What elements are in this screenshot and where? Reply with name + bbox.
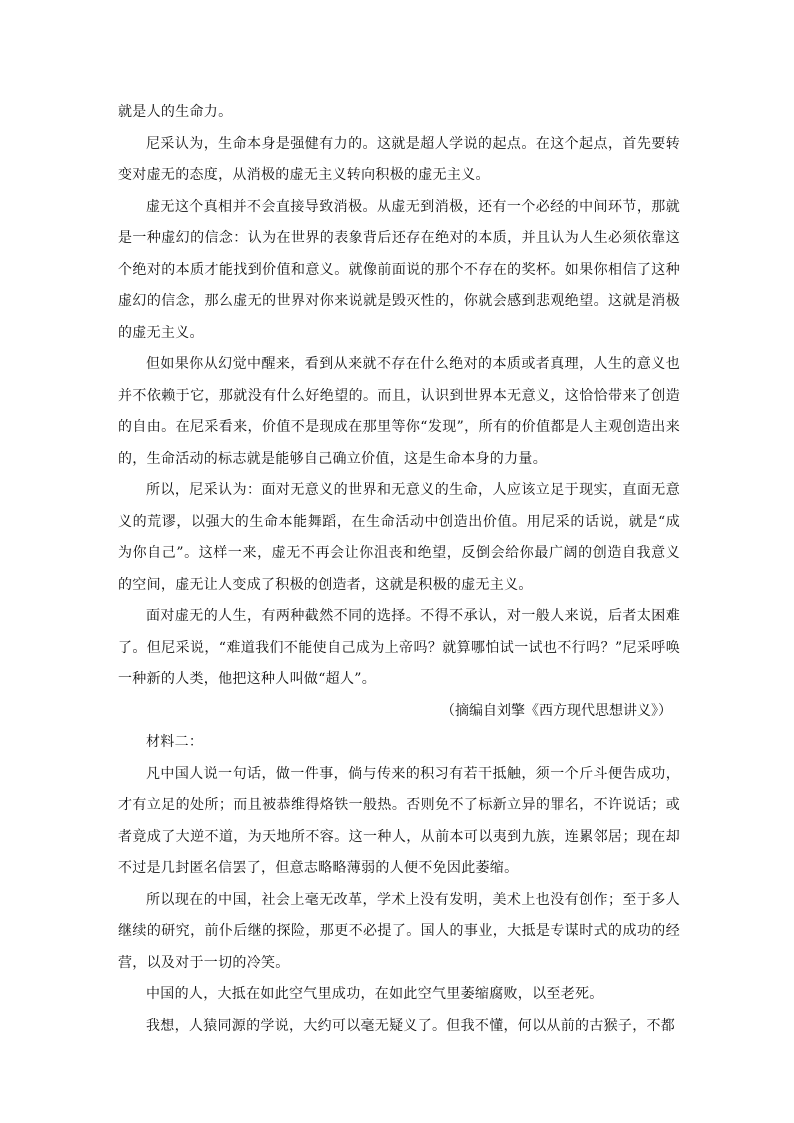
document-body	[118, 97, 680, 1042]
paragraph-2: 尼采认为，生命本身是强健有力的。这就是超人学说的起点。在这个起点，首先要转变对虚无的态度，从消极的虚无主义转向积极的虚无主义。	[118, 135, 680, 183]
material-2-heading: 材料二：	[146, 734, 204, 750]
paragraph-6: 面对虚无的人生，有两种截然不同的选择。不得不承认，对一般人来说，后者太困难了。但尼采说，“难道我们不能使自己成为上帝吗？就算哪怕试一试也不行吗？”尼采呼唤一种新的人类，他把这种人叫做“超人”。	[118, 608, 680, 687]
paragraph-5: 所以，尼采认为：面对无意义的世界和无意义的生命，人应该立足于现实，直面无意义的荒谬，以强大的生命本能舞蹈，在生命活动中创造出价值。用尼采的话说，就是“成为你自己”。这样一来，虚无不再会让你沮丧和绝望，反倒会给你最广阔的创造自我意义的空间，虚无让人变成了积极的创造者，这就是积极的虚无主义。	[118, 482, 680, 593]
paragraph-7: 凡中国人说一句话，做一件事，倘与传来的积习有若干抵触，须一个斤斗便告成功，才有立足的处所；而且被恭维得烙铁一般热。否则免不了标新立异的罪名，不许说话；或者竟成了大逆不道，为天地所不容。这一种人，从前本可以夷到九族，连累邻居；现在却不过是几封匿名信罢了，但意志略略薄弱的人便不免因此萎缩。	[118, 765, 680, 876]
paragraph-4: 但如果你从幻觉中醒来，看到从来就不存在什么绝对的本质或者真理，人生的意义也并不依赖于它，那就没有什么好绝望的。而且，认识到世界本无意义，这恰恰带来了创造的自由。在尼采看来，价值不是现成在那里等你“发现”，所有的价值都是人主观创造出来的，生命活动的标志就是能够自己确立价值，这是生命本身的力量。	[118, 356, 680, 467]
paragraph-9: 中国的人，大抵在如此空气里成功，在如此空气里萎缩腐败，以至老死。	[146, 986, 604, 1002]
source-citation: （摘编自刘擎《西方现代思想讲义》）	[441, 702, 672, 719]
paragraph-1: 就是人的生命力。	[118, 104, 233, 120]
paragraph-8: 所以现在的中国，社会上毫无改革，学术上没有发明，美术上也没有创作；至于多人继续的研究，前仆后继的探险，那更不必提了。国人的事业，大抵是专谋时式的成功的经营，以及对于一切的冷笑。	[118, 891, 680, 971]
paragraph-10: 我想，人猿同源的学说，大约可以毫无疑义了。但我不懂，何以从前的古猴子，不都	[146, 1017, 676, 1034]
paragraph-3: 虚无这个真相并不会直接导致消极。从虚无到消极，还有一个必经的中间环节，那就是一种虚幻的信念：认为在世界的表象背后还存在绝对的本质，并且认为人生必须依靠这个绝对的本质才能找到价值和意义。就像前面说的那个不存在的奖杯。如果你相信了这种虚幻的信念，那么虚无的世界对你来说就是毁灭性的，你就会感到悲观绝望。这就是消极的虚无主义。	[118, 198, 680, 341]
